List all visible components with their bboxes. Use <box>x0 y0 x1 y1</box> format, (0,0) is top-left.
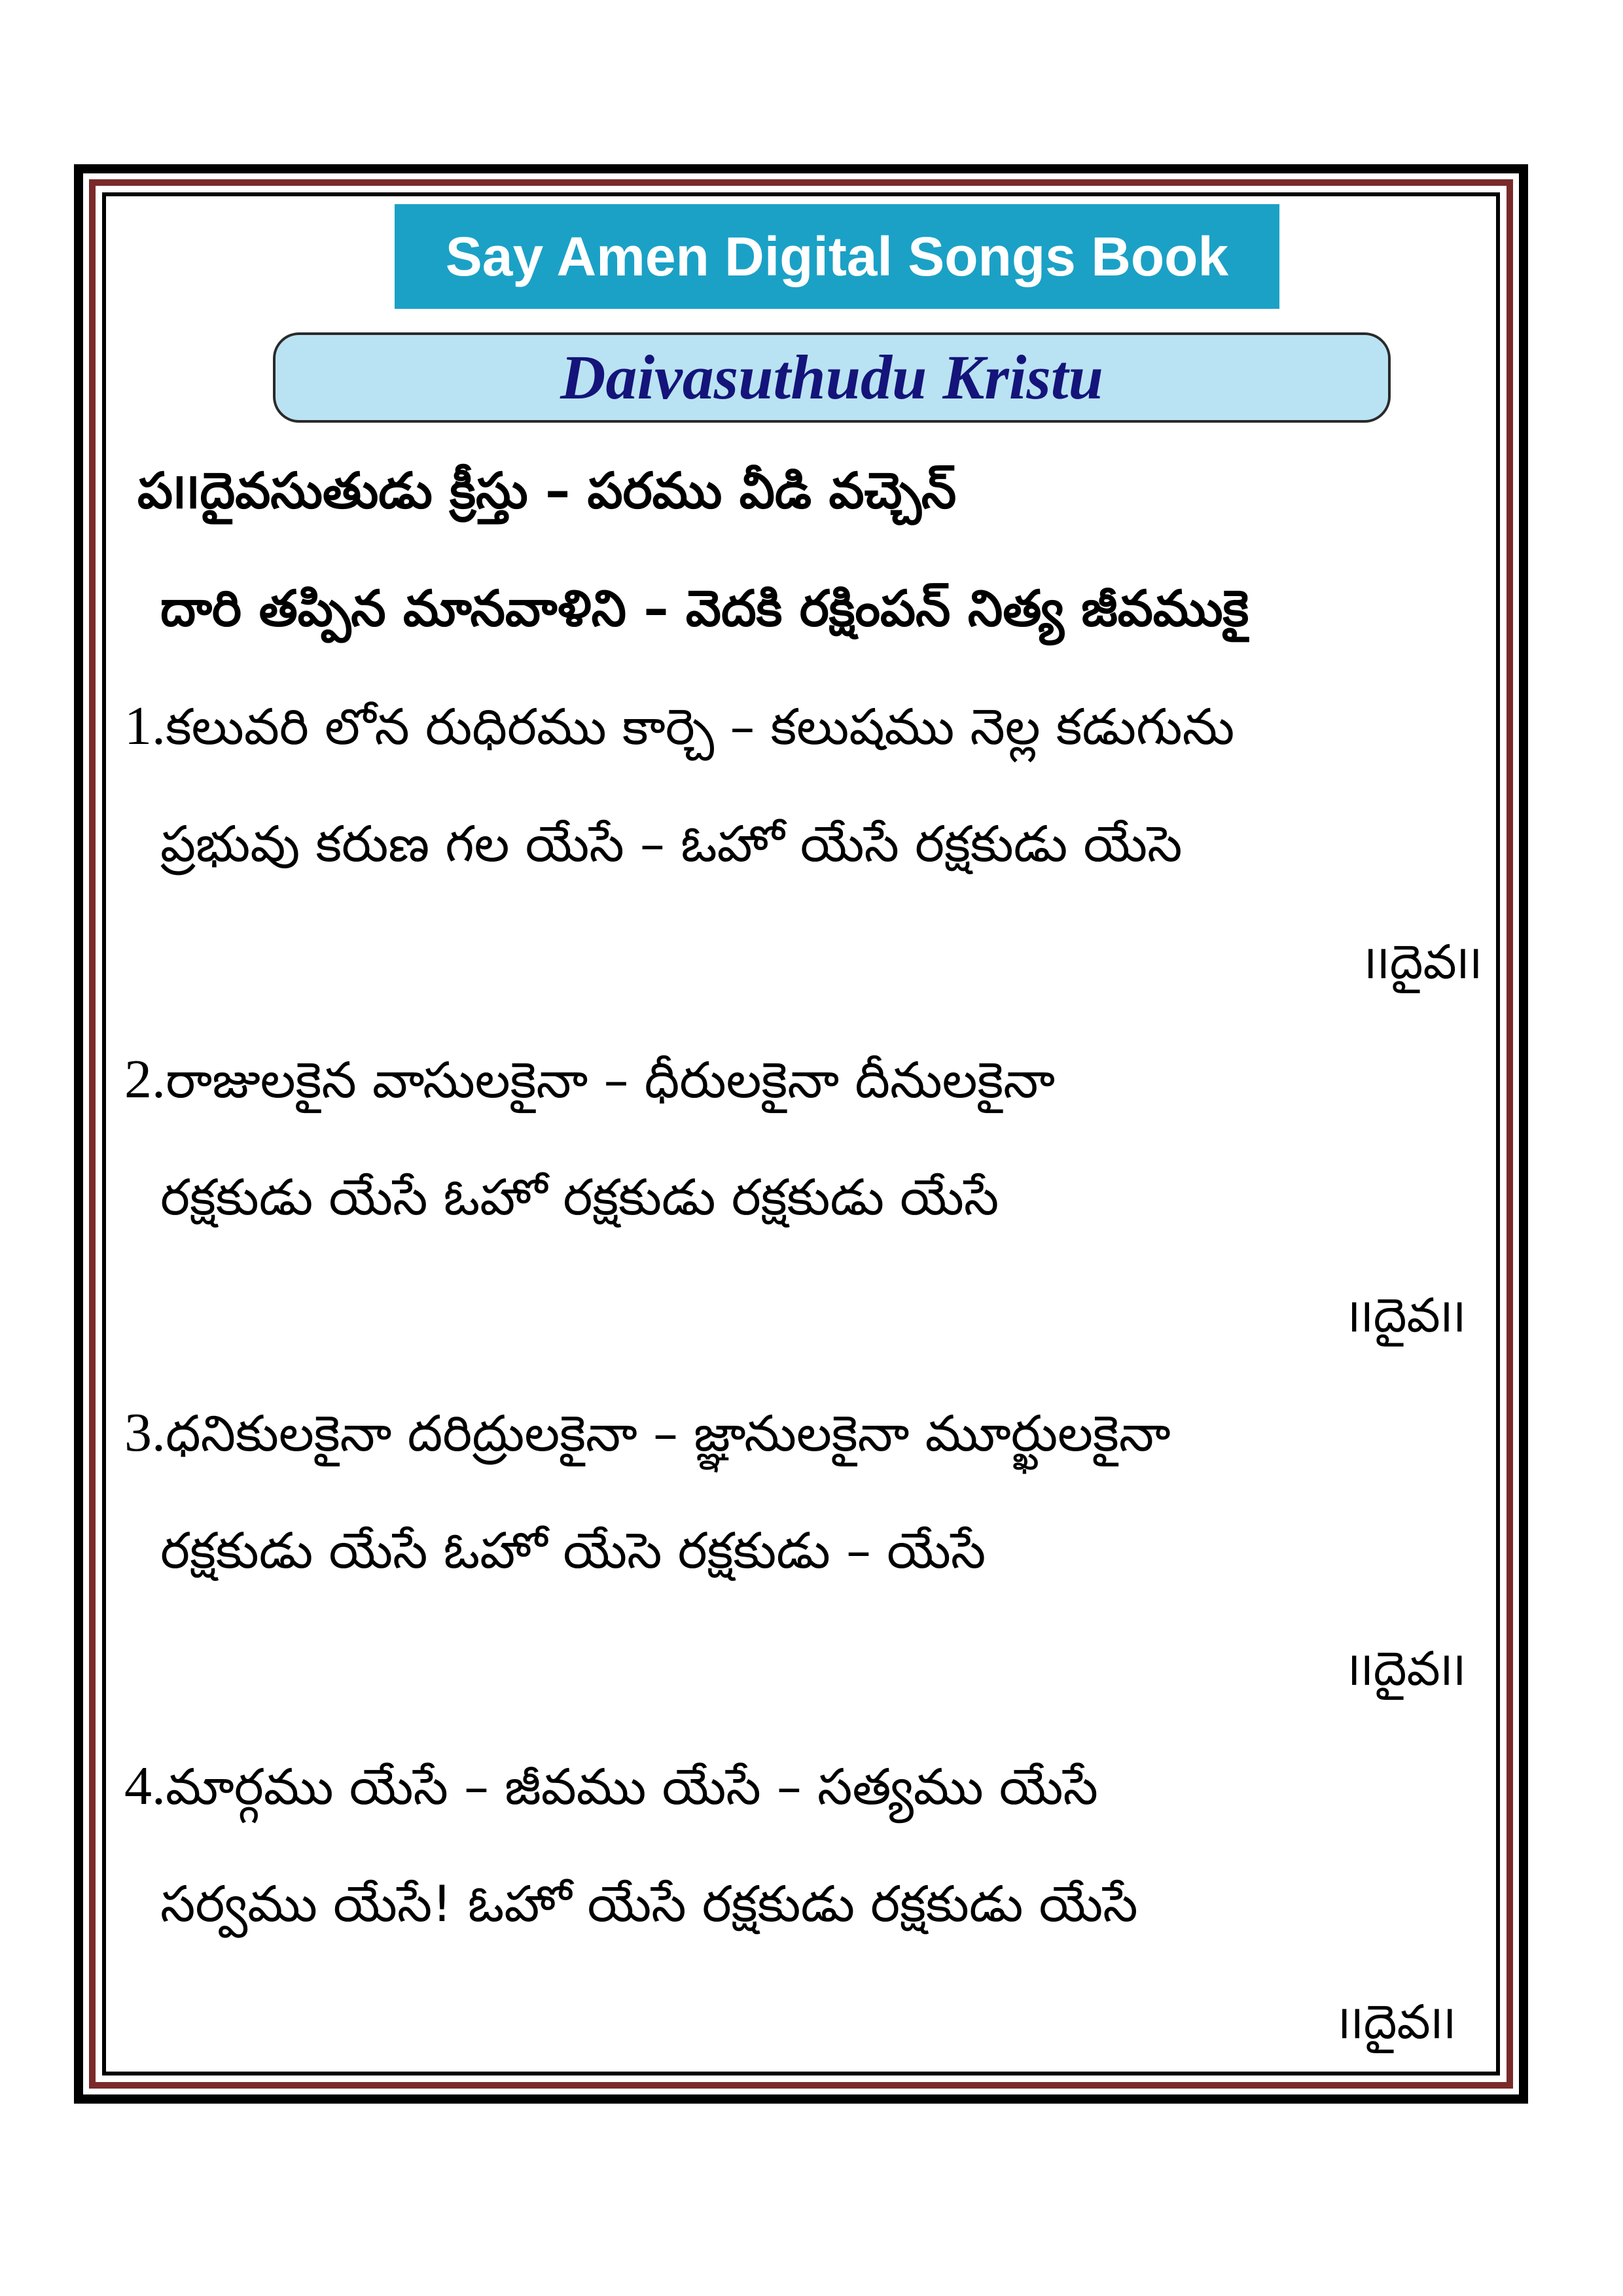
verse-number: 2. <box>124 1049 166 1110</box>
verse-1-line-2: ప్రభువు కరుణ గల యేసే – ఓహో యేసే రక్షకుడు యేసె <box>160 815 1183 873</box>
verse-text: మార్గము యేసే – జీవము యేసే – సత్యము యేసే <box>166 1757 1098 1816</box>
verse-3-refrain: ౹౹దైవ౹౹ <box>1347 1641 1466 1696</box>
verse-4-line-2: సర్వము యేసే! ఓహో యేసే రక్షకుడు రక్షకుడు యేసే <box>160 1875 1138 1933</box>
verse-2-line-2: రక్షకుడు యేసే ఓహో రక్షకుడు రక్షకుడు యేసే <box>160 1168 999 1226</box>
verse-3-line-2: రక్షకుడు యేసే ఓహో యేసె రక్షకుడు – యేసే <box>160 1521 986 1580</box>
verse-4-refrain: ౹౹దైవ౹౹ <box>1338 1994 1456 2049</box>
verse-number: 3. <box>124 1402 166 1463</box>
verse-1-line-1 <box>124 694 1234 760</box>
verse-number: 4. <box>124 1756 166 1816</box>
verse-text: రాజులకైన వాసులకైనా – ధీరులకైనా దీనులకైనా <box>166 1051 1056 1109</box>
verse-4-line-1 <box>124 1754 1098 1820</box>
song-title: Daivasuthudu Kristu <box>273 332 1391 423</box>
verse-2-refrain: ౹౹దైవ౹౹ <box>1347 1288 1466 1343</box>
chorus-line-1: ప౹౹దైవసుతుడు క్రీస్తు – పరము వీడి వచ్చెన్ <box>137 461 957 520</box>
verse-text: కలువరి లోన రుధిరము కార్చె – కలుషము నెల్ల కడుగును <box>166 698 1235 756</box>
verse-number: 1. <box>124 696 166 756</box>
verse-text: ధనికులకైనా దరిద్రులకైనా – జ్ఞానులకైనా మూర్ఖులకైనా <box>166 1404 1171 1462</box>
chorus-line-2: దారి తప్పిన మానవాళిని – వెదకి రక్షింపన్ నిత్య జీవముకై <box>160 579 1249 637</box>
verse-2-line-1 <box>124 1047 1055 1113</box>
book-banner: Say Amen Digital Songs Book <box>395 204 1279 309</box>
verse-3-line-1 <box>124 1400 1171 1466</box>
verse-1-refrain: ౹౹దైవ౹౹ <box>1364 934 1482 989</box>
